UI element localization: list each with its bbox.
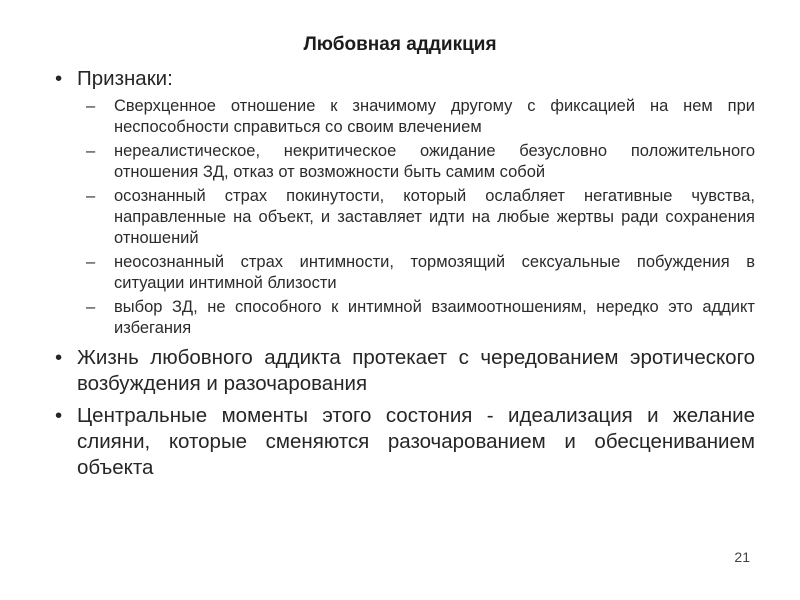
- dash-icon: –: [86, 298, 96, 316]
- sub-list: [55, 96, 755, 339]
- sub-item-text: осознанный страх покинутости, который ослабляет негативные чувства, направленные на объект, и заставляет идти на любые жертвы ради сохранения отношений: [114, 187, 755, 247]
- bullet-text: Жизнь любовного аддикта протекает с чередованием эротического возбуждения и разочарования: [77, 346, 755, 395]
- page-number: 21: [734, 549, 750, 565]
- slide-content: [55, 66, 755, 481]
- sub-item: [55, 186, 755, 249]
- sub-item: [55, 297, 755, 339]
- bullet-text: Центральные моменты этого состония - идеализация и желание слияни, которые сменяются разочарованием и обесцениванием объекта: [77, 404, 755, 479]
- sub-item-text: нереалистическое, некритическое ожидание безусловно положительного отношения ЗД, отказ от возможности быть самим собой: [114, 142, 755, 181]
- sub-item: [55, 252, 755, 294]
- bullet-text: Признаки:: [77, 67, 173, 90]
- sub-item-text: выбор ЗД, не способного к интимной взаимоотношениям, нередко это аддикт избегания: [114, 298, 755, 337]
- bullet-item-signs: [55, 66, 755, 92]
- sub-item-text: Сверхценное отношение к значимому другому с фиксацией на нем при неспособности справиться со своим влечением: [114, 97, 755, 136]
- bullet-icon: •: [55, 404, 63, 427]
- sub-item: [55, 141, 755, 183]
- bullet-icon: •: [55, 67, 63, 90]
- dash-icon: –: [86, 253, 96, 271]
- sub-item: [55, 96, 755, 138]
- bullet-icon: •: [55, 346, 63, 369]
- bullet-item-life: [55, 345, 755, 397]
- dash-icon: –: [86, 187, 96, 205]
- dash-icon: –: [86, 97, 96, 115]
- bullet-item-central: [55, 403, 755, 481]
- dash-icon: –: [86, 142, 96, 160]
- slide-title: Любовная аддикция: [303, 34, 497, 55]
- sub-item-text: неосознанный страх интимности, тормозящий сексуальные побуждения в ситуации интимной близости: [114, 253, 755, 292]
